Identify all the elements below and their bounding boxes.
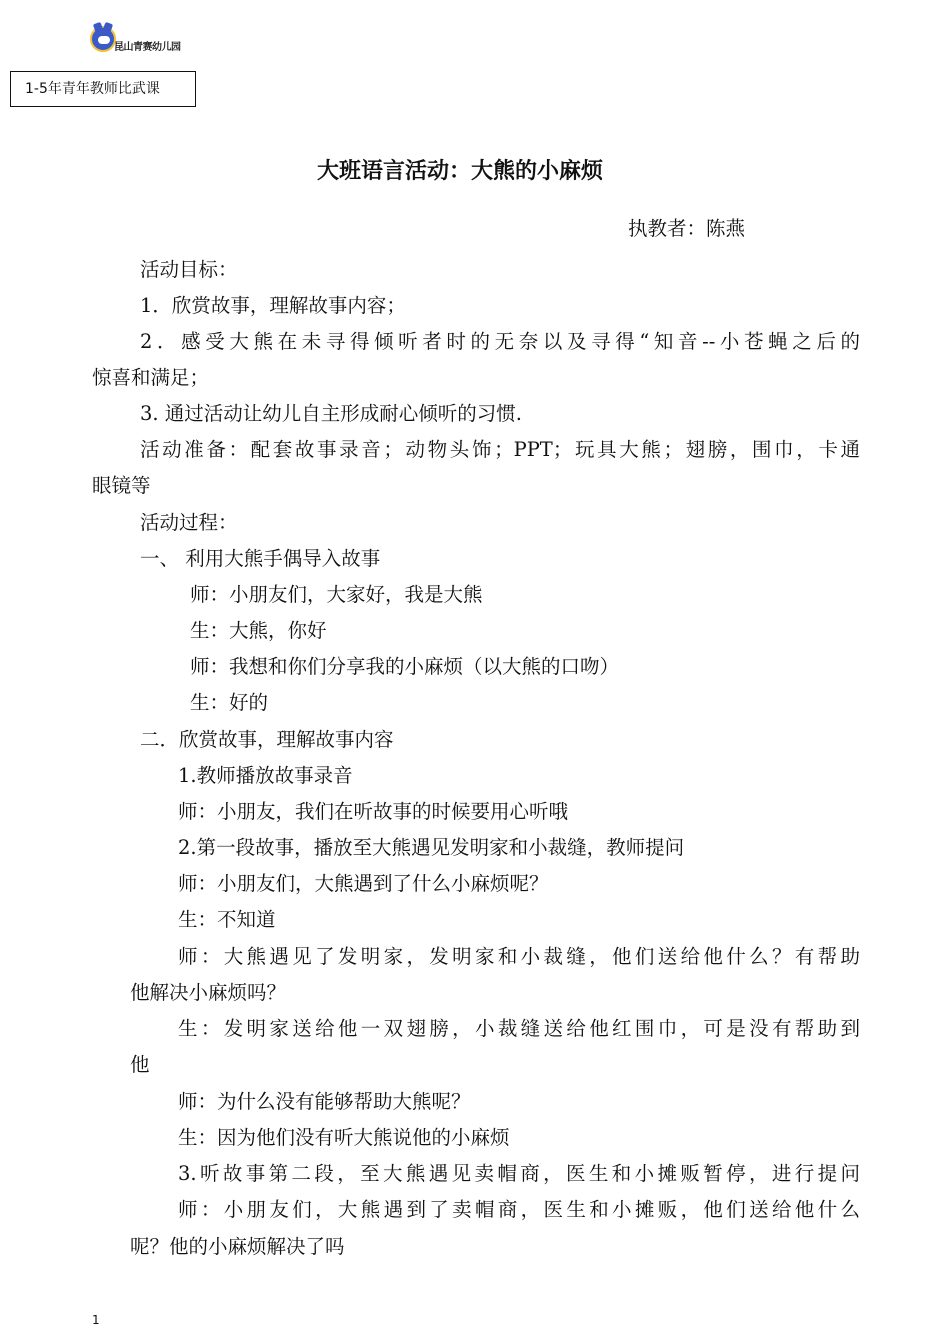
body-line: 眼镜等 [92, 474, 151, 497]
body-line: 二．欣赏故事，理解故事内容 [140, 728, 394, 751]
body-line: 师：我想和你们分享我的小麻烦（以大熊的口吻） [190, 655, 620, 678]
author-line: 执教者：陈燕 [628, 217, 746, 240]
body-line: 师：小朋友们，大熊遇到了卖帽商，医生和小摊贩，他们送给他什么 [178, 1198, 860, 1221]
body-line: 2．感受大熊在未寻得倾听者时的无奈以及寻得“知音--小苍蝇之后的 [140, 330, 860, 353]
body-line: 生：发明家送给他一双翅膀，小裁缝送给他红围巾，可是没有帮助到 [178, 1017, 860, 1040]
logo-text: 昆山青赛幼儿园 [114, 42, 181, 53]
body-line: 生：大熊，你好 [190, 619, 327, 642]
body-line: 他解决小麻烦吗？ [130, 981, 287, 1004]
body-line: 生：不知道 [178, 908, 276, 931]
body-line: 1．欣赏故事，理解故事内容； [140, 294, 406, 317]
body-line: 师：为什么没有能够帮助大熊呢？ [178, 1090, 471, 1113]
body-line: 呢？他的小麻烦解决了吗 [130, 1235, 345, 1258]
body-line: 2.第一段故事，播放至大熊遇见发明家和小裁缝，教师提问 [178, 836, 685, 859]
body-line: 3. 通过活动让幼儿自主形成耐心倾听的习惯. [140, 402, 523, 425]
lesson-tag: 1-5年青年教师比武课 [10, 71, 196, 107]
body-line: 一、 利用大熊手偶导入故事 [140, 547, 381, 570]
body-line: 3.听故事第二段，至大熊遇见卖帽商，医生和小摊贩暂停，进行提问 [178, 1162, 860, 1185]
body-line: 师：小朋友们，大家好，我是大熊 [190, 583, 483, 606]
kindergarten-logo [90, 26, 200, 56]
body-line: 师：大熊遇见了发明家，发明家和小裁缝，他们送给他什么？有帮助 [178, 945, 860, 968]
body-line: 师：小朋友，我们在听故事的时候要用心听哦 [178, 800, 569, 823]
body-line: 生：因为他们没有听大熊说他的小麻烦 [178, 1126, 510, 1149]
body-line: 他 [130, 1053, 150, 1076]
body-line: 活动过程： [140, 511, 238, 534]
logo-icon [90, 26, 116, 52]
body-line: 生：好的 [190, 691, 269, 714]
body-line: 活动目标： [140, 258, 238, 281]
body-line: 师：小朋友们，大熊遇到了什么小麻烦呢？ [178, 872, 549, 895]
page-number: 1 [92, 1313, 100, 1327]
body-line: 1.教师播放故事录音 [178, 764, 353, 787]
document-title: 大班语言活动：大熊的小麻烦 [316, 159, 603, 184]
body-line: 活动准备：配套故事录音；动物头饰；PPT；玩具大熊；翅膀，围巾，卡通 [140, 438, 860, 461]
body-line: 惊喜和满足； [92, 366, 210, 389]
